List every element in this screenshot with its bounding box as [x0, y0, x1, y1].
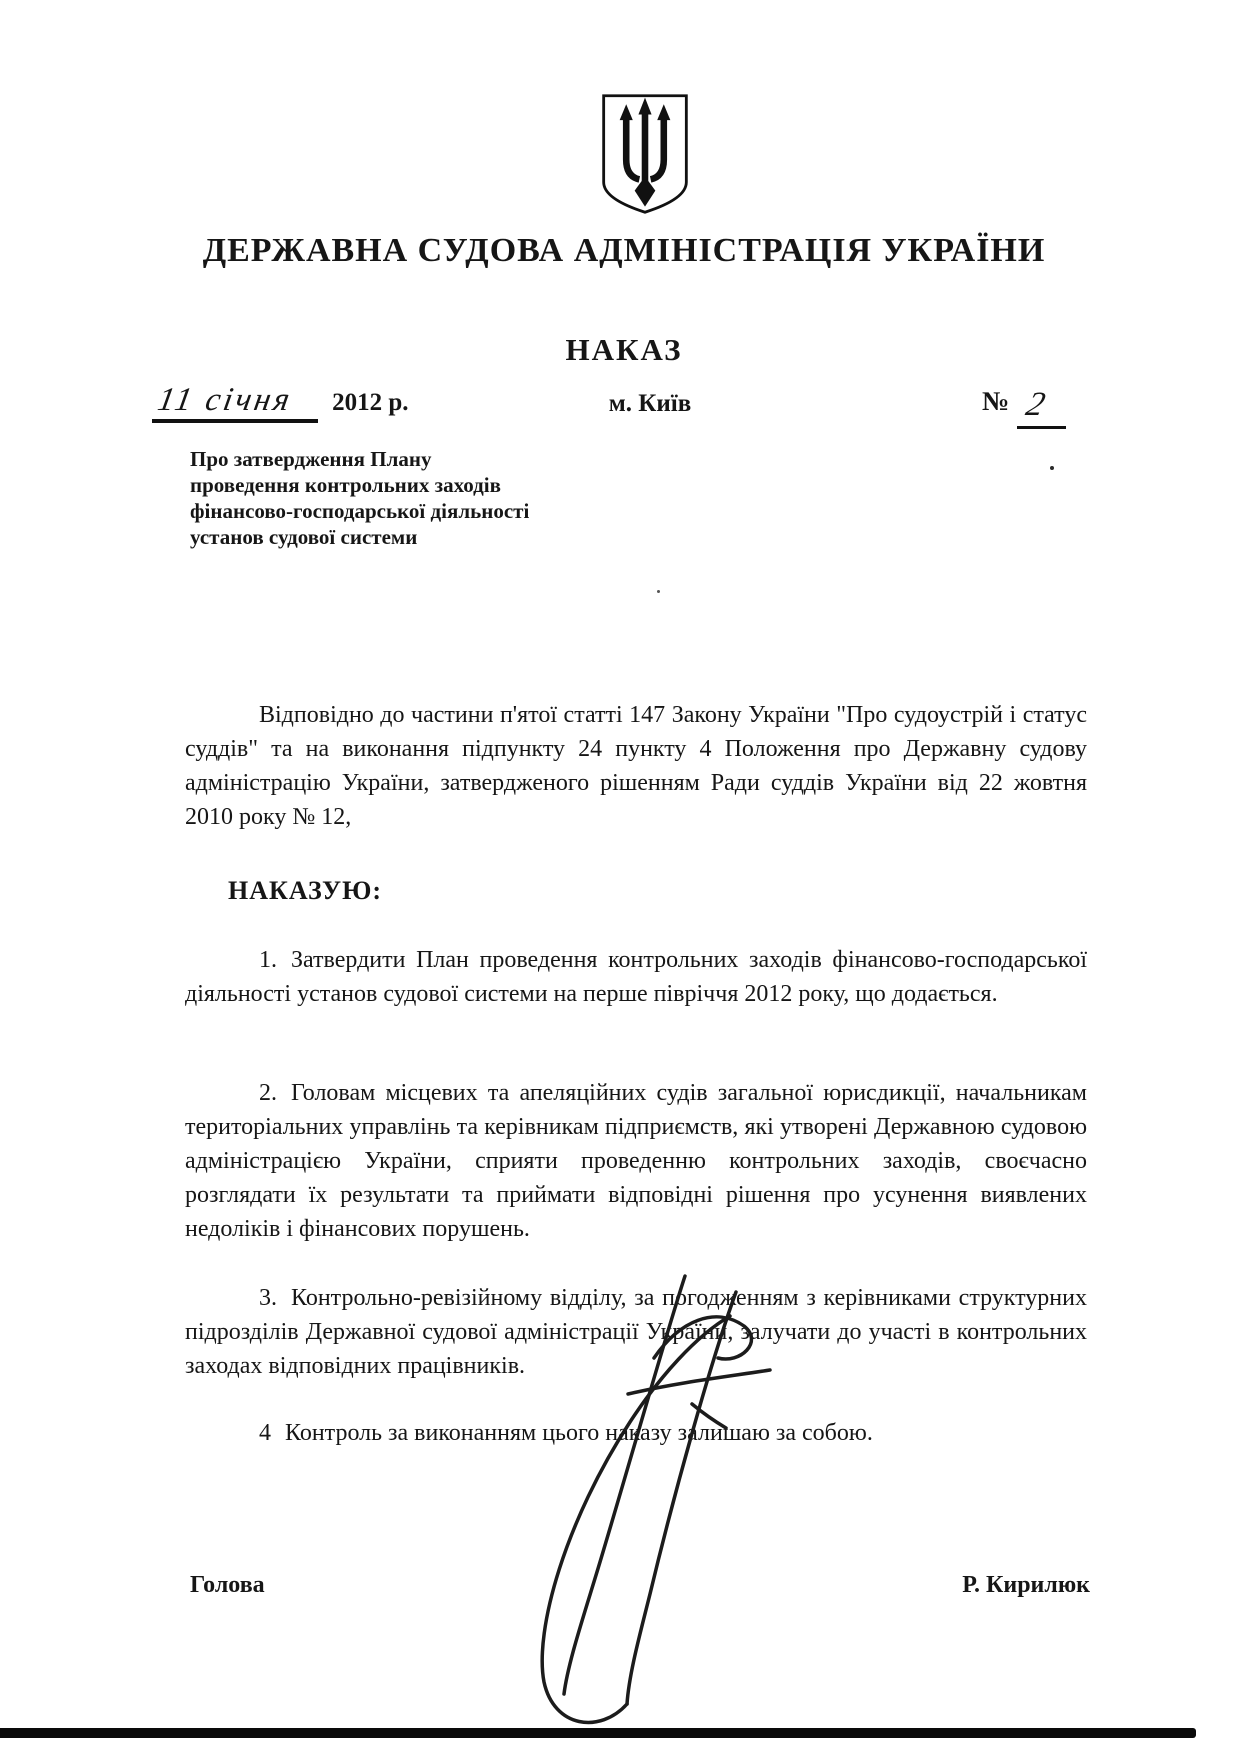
handwritten-date: 11 січня: [152, 382, 318, 423]
date-city-number-row: [0, 382, 1248, 432]
subject-line: установ судової системи: [190, 525, 418, 549]
signer-position: Голова: [190, 1572, 265, 1598]
item-text: Контрольно-ревізійному відділу, за погодженням з керівниками структурних підрозділів Державної судової адміністрації України, залучати до участі в контрольних заходах відповідних працівників.: [185, 1285, 1087, 1379]
printed-year: 2012 р.: [332, 389, 409, 416]
item-number: 2.: [259, 1080, 277, 1106]
order-item-1: [185, 943, 1087, 1011]
subject-block: [190, 446, 610, 550]
date-block: [152, 382, 408, 423]
preamble-paragraph: Відповідно до частини п'ятої статті 147 Закону України "Про судоустрій і статус суддів" та на виконання підпункту 24 пункту 4 Положення про Державну судову адміністрацію України, затвердженого рішенням Ради суддів України від 22 жовтня 2010 року № 12,: [185, 702, 1087, 830]
subject-line: фінансово-господарської діяльності: [190, 499, 530, 523]
scan-speck: [657, 590, 660, 593]
item-number: 1.: [259, 947, 277, 973]
order-number-block: [982, 386, 1066, 429]
subject-line: Про затвердження Плану: [190, 447, 432, 471]
item-number: 3.: [259, 1285, 277, 1311]
document-type-heading: НАКАЗ: [565, 332, 683, 367]
item-number: 4: [259, 1420, 271, 1446]
item-text: Затвердити План проведення контрольних заходів фінансово-господарської діяльності установ судової системи на перше півріччя 2012 року, що додається.: [185, 947, 1087, 1007]
signer-name: Р. Кирилюк: [962, 1572, 1090, 1598]
scan-speck: [1050, 466, 1054, 470]
organization-title: ДЕРЖАВНА СУДОВА АДМІНІСТРАЦІЯ УКРАЇНИ: [202, 232, 1046, 269]
item-text: Контроль за виконанням цього наказу залишаю за собою.: [285, 1420, 873, 1446]
ukraine-trident-emblem: [598, 92, 692, 216]
order-item-2: [185, 1076, 1087, 1246]
handwritten-signature: [478, 1262, 814, 1740]
item-text: Головам місцевих та апеляційних судів загальної юрисдикції, начальникам територіальних управлінь та керівникам підприємств, які утворені Державною судовою адміністрацією України, сприяти проведенню контрольних заходів, своєчасно розглядати їх результати та приймати відповідні рішення про усунення виявлених недоліків і фінансових порушень.: [185, 1080, 1087, 1242]
number-sign: №: [982, 386, 1010, 416]
subject-line: проведення контрольних заходів: [190, 473, 501, 497]
order-word: НАКАЗУЮ:: [228, 876, 383, 905]
city-label: м. Київ: [608, 390, 692, 417]
handwritten-number: 2: [1017, 386, 1066, 429]
